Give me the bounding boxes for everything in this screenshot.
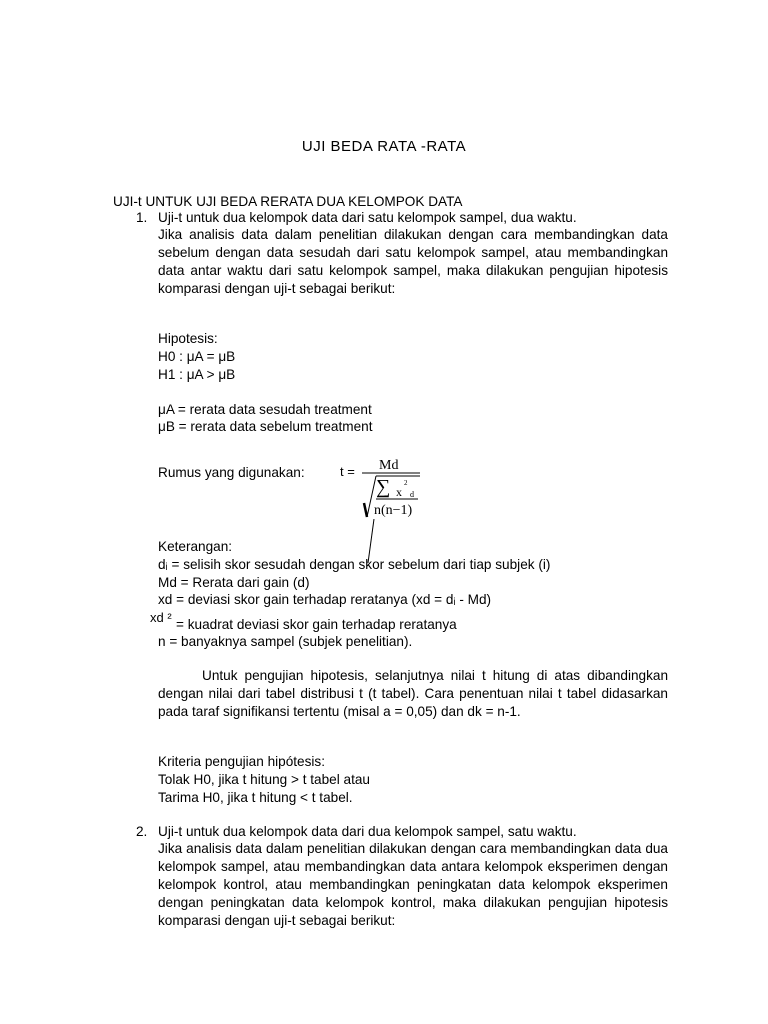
sigma-symbol: ∑ [376, 476, 391, 498]
list-number-2: 2. [136, 824, 148, 839]
ket-xd2: = kuadrat deviasi skor gain terhadap reratanya [176, 617, 457, 632]
kriteria-tolak: Tolak H0, jika t hitung > t tabel atau [158, 772, 370, 787]
list-number-1: 1. [136, 210, 148, 225]
kriteria-label: Kriteria pengujian hipótesis: [158, 754, 326, 769]
ket-xd: xd = deviasi skor gain terhadap reratanya (xd = dᵢ - Md) [158, 592, 492, 607]
formula-lhs: t = [340, 464, 355, 479]
item2-paragraph: Jika analisis data dalam penelitian dilakukan dengan cara membandingkan data dua kelompok sampel, atau membandingkan data antara kelompok eksperimen dengan kelompok kontrol, atau membandingkan peningkatan data kelompok eksperimen dengan peningkatan data kelompok kontrol, maka dilakukan pengujian hipotesis komparasi dengan uji-t sebagai berikut: [158, 841, 668, 928]
formula-graphic [340, 455, 430, 525]
ket-xd2-symbol: xd ² [150, 610, 172, 625]
mu-b-definition: μB = rerata data sebelum treatment [158, 419, 373, 434]
ket-di: dᵢ = selisih skor sesudah dengan skor sebelum dari tiap subjek (i) [158, 557, 551, 572]
item1-heading: Uji-t untuk dua kelompok data dari satu kelompok sampel, dua waktu. [158, 210, 577, 225]
formula-denominator: n(n−1) [374, 503, 413, 518]
section-heading: UJI-t UNTUK UJI BEDA RERATA DUA KELOMPOK DATA [113, 194, 463, 209]
rumus-label: Rumus yang digunakan: [158, 465, 305, 480]
mu-a-definition: μA = rerata data sesudah treatment [158, 402, 372, 417]
formula-sup-2: 2 [404, 479, 408, 487]
ket-n: n = banyaknya sampel (subjek penelitian). [158, 634, 413, 649]
item1-paragraph: Jika analisis data dalam penelitian dilakukan dengan cara membandingkan data sebelum dengan data sesudah dari satu kelompok sampel, atau membandingkan data antar waktu dari satu kelompok sampel, maka dilakukan pengujian hipotesis komparasi dengan uji-t sebagai berikut: [158, 227, 668, 296]
formula-numerator: Md [379, 458, 399, 473]
formula-sub-d: d [410, 490, 414, 499]
t-test-formula [340, 455, 430, 525]
ket-md: Md = Rerata dari gain (d) [158, 575, 310, 590]
kriteria-terima: Tarima H0, jika t hitung < t tabel. [158, 790, 353, 805]
keterangan-label: Keterangan: [158, 539, 233, 554]
hypothesis-h0: H0 : μA = μB [158, 349, 236, 364]
hipotesis-label: Hipotesis: [158, 331, 218, 346]
hypothesis-h1: H1 : μA > μB [158, 367, 236, 382]
item1-paragraph-2: Untuk pengujian hipotesis, selanjutnya nilai t hitung di atas dibandingkan dengan nilai dari tabel distribusi t (t tabel). Cara penentuan nilai t tabel didasarkan pada taraf signifikansi tertentu (misal a = 0,05) dan dk = n-1. [158, 668, 668, 719]
sqrt-stroke [364, 503, 367, 517]
page-title: UJI BEDA RATA -RATA [301, 138, 467, 155]
item2-heading: Uji-t untuk dua kelompok data dari dua kelompok sampel, satu waktu. [158, 824, 577, 839]
formula-x: x [396, 485, 402, 499]
